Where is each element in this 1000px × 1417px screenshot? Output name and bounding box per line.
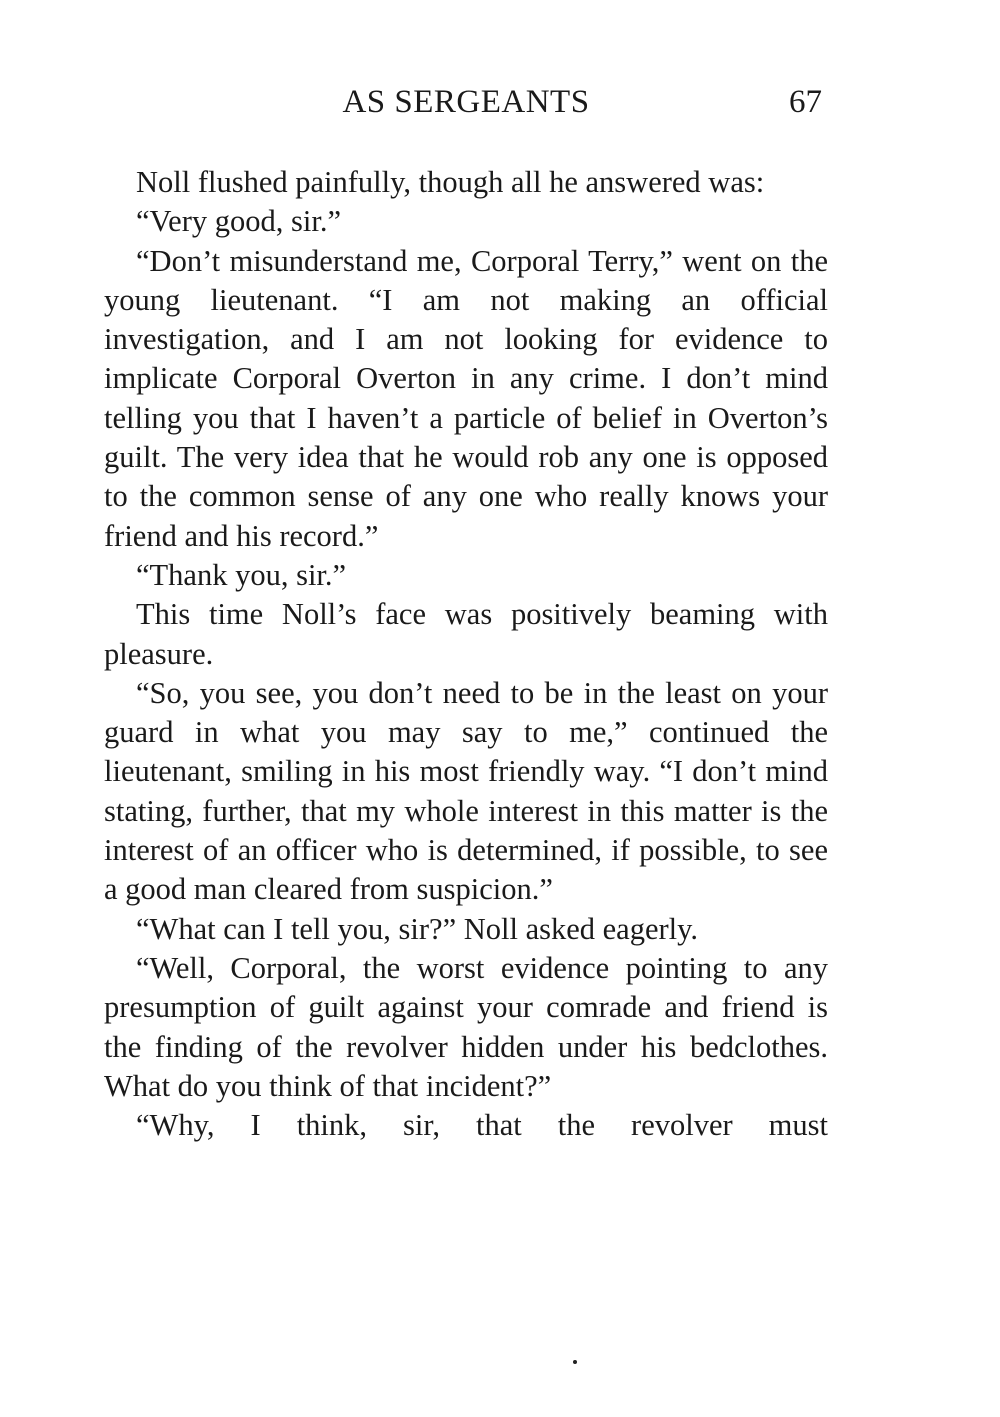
body-text <box>104 163 828 1145</box>
running-title: AS SERGEANTS <box>342 84 590 120</box>
paragraph: “Thank you, sir.” <box>136 557 347 592</box>
print-speck <box>573 1360 577 1364</box>
paragraph: “Very good, sir.” <box>136 204 341 239</box>
paragraph: This time Noll’s face was positively beaming with pleasure. <box>104 597 828 671</box>
paragraph: “Don’t misunderstand me, Corporal Terry,” went on the young lieutenant. “I am not making an official investigation, and I am not looking for evidence to implicate Corporal Overton in any crime. I don’t mind telling you that I haven’t a particle of belief in Overton’s guilt. The very idea that he would rob any one is opposed to the common sense of any one who really knows your friend and his record.” <box>104 243 828 553</box>
paragraph-continued: “Why, I think, sir, that the revolver must <box>136 1108 828 1143</box>
paragraph: “What can I tell you, sir?” Noll asked eagerly. <box>136 911 699 946</box>
page-number: 67 <box>789 84 822 120</box>
running-head <box>104 78 828 126</box>
paragraph: Noll flushed painfully, though all he answered was: <box>136 165 765 199</box>
paragraph: “So, you see, you don’t need to be in the least on your guard in what you may say to me,” continued the lieutenant, smiling in his most friendly way. “I don’t mind stating, further, that my whole interest in this matter is the interest of an officer who is determined, if possible, to see a good man cleared from suspicion.” <box>104 675 828 907</box>
paragraph: “Well, Corporal, the worst evidence pointing to any presumption of guilt against your comrade and friend is the finding of the revolver hidden under his bedclothes. What do you think of that incident?” <box>104 950 828 1103</box>
